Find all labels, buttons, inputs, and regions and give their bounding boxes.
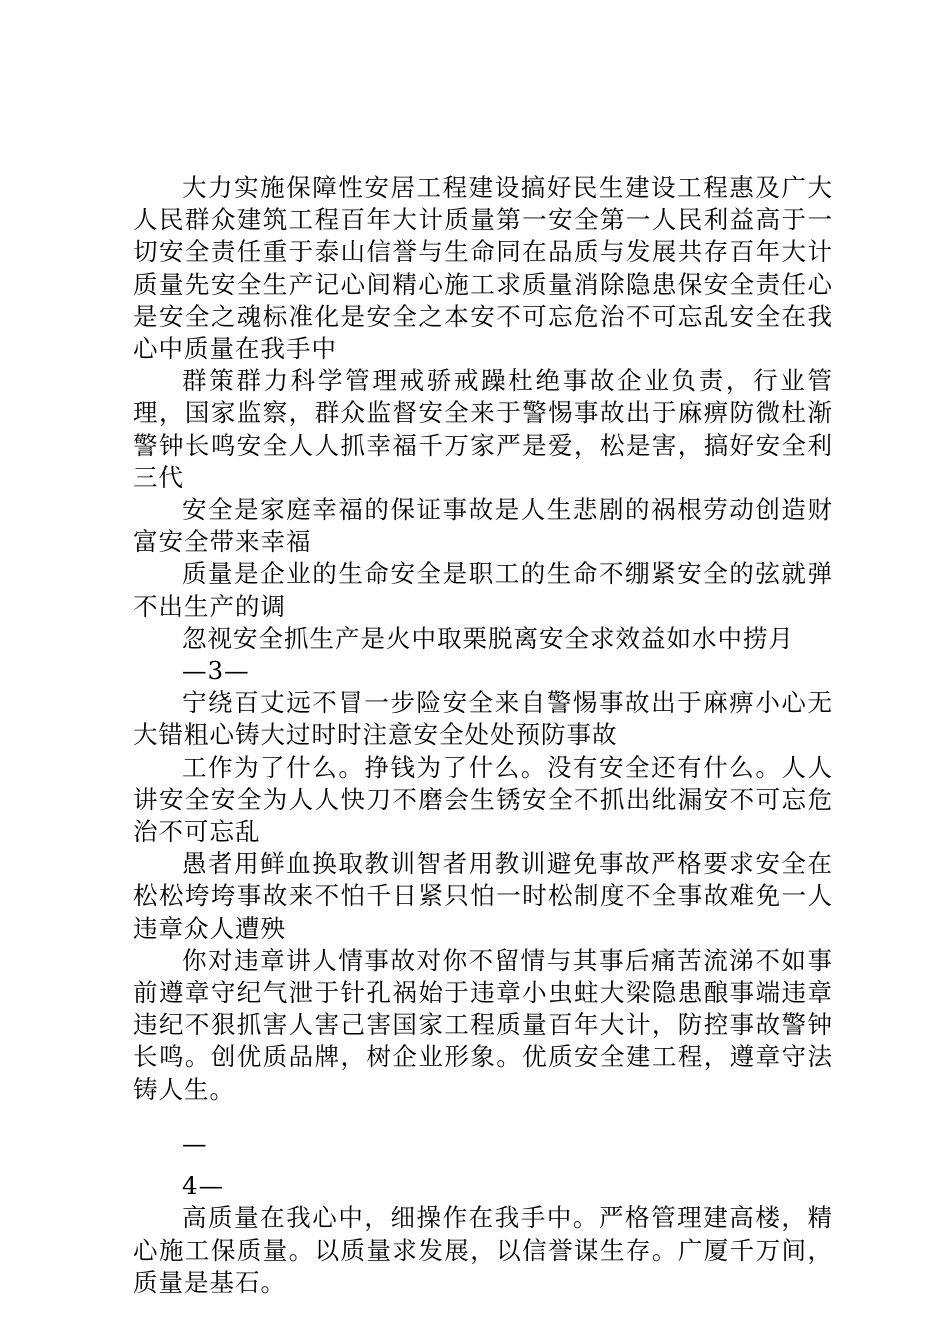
page-number-marker: 4— <box>182 1171 225 1201</box>
paragraph-6: 宁绕百丈远不冒一步险安全来自警惕事故出于麻痹小心无大错粗心铸大过时时注意安全处处预防事故 <box>133 688 833 750</box>
document-body <box>133 172 833 1299</box>
paragraph-1: 大力实施保障性安居工程建设搞好民生建设工程惠及广大人民群众建筑工程百年大计质量第一安全第一人民利益高于一切安全责任重于泰山信誉与生命同在品质与发展共存百年大计质量先安全生产记心间精心施工求质量消除隐患保安全责任心是安全之魂标准化是安全之本安不可忘危治不可忘乱安全在我心中质量在我手中 <box>133 173 833 364</box>
paragraph-5: 忽视安全抓生产是火中取栗脱离安全求效益如水中捞月 <box>182 623 794 653</box>
paragraph-10: 高质量在我心中，细操作在我手中。严格管理建高楼，精心施工保质量。以质量求发展，以信誉谋生存。广厦千万间，质量是基石。 <box>133 1203 833 1297</box>
paragraph-8: 愚者用鲜血换取教训智者用教训避免事故严格要求安全在松松垮垮事故来不怕千日紧只怕一时松制度不全事故难免一人违章众人遭殃 <box>133 849 833 943</box>
paragraph-7: 工作为了什么。挣钱为了什么。没有安全还有什么。人人讲安全安全为人人快刀不磨会生锈安全不抓出纰漏安不可忘危治不可忘乱 <box>133 752 833 847</box>
paragraph-4: 质量是企业的生命安全是职工的生命不绷紧安全的弦就弹不出生产的调 <box>133 559 833 621</box>
page-number-marker-dash: — <box>182 1128 208 1158</box>
paragraph-3: 安全是家庭幸福的保证事故是人生悲剧的祸根劳动创造财富安全带来幸福 <box>133 495 833 557</box>
paragraph-2: 群策群力科学管理戒骄戒躁杜绝事故企业负责，行业管理，国家监察，群众监督安全来于警惕事故出于麻痹防微杜渐警钟长鸣安全人人抓幸福千万家严是爱，松是害，搞好安全利三代 <box>133 366 833 492</box>
paragraph-9: 你对违章讲人情事故对你不留情与其事后痛苦流涕不如事前遵章守纪气泄于针孔祸始于违章小虫蛀大梁隐患酿事端违章违纪不狠抓害人害己害国家工程质量百年大计，防控事故警钟长鸣。创优质品牌，树企业形象。优质安全建工程，遵章守法铸人生。 <box>133 945 833 1104</box>
page-number-marker: —3— <box>182 656 250 686</box>
